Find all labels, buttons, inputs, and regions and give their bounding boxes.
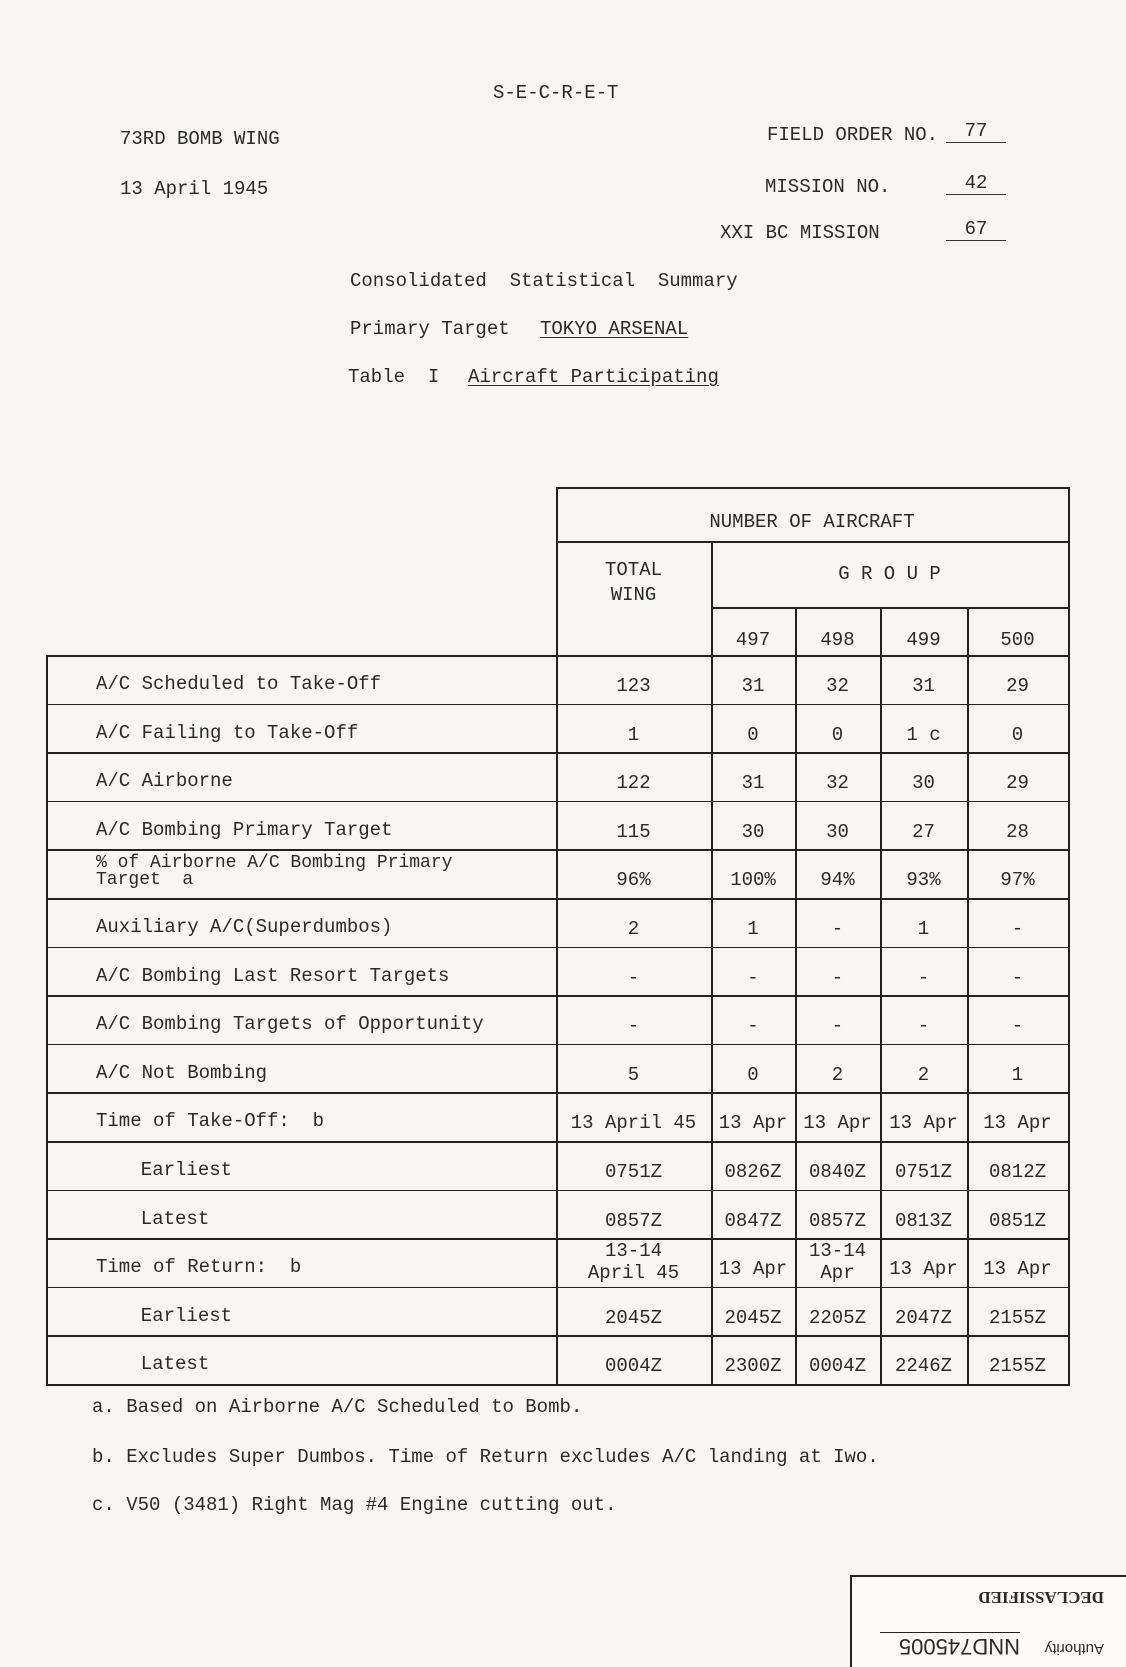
table-cell: - [747, 1015, 759, 1038]
table-cell: - [1011, 966, 1024, 989]
table-cell: - [747, 966, 759, 989]
row-label: A/C Not Bombing [96, 1061, 268, 1084]
table-cell: - [917, 1015, 930, 1038]
table-cell: 0004Z [604, 1355, 662, 1378]
field-order-label: FIELD ORDER NO. [767, 124, 939, 146]
row-label: A/C Failing to Take-Off [96, 721, 359, 744]
footnote-c: c. V50 (3481) Right Mag #4 Engine cutting out. [92, 1494, 617, 1516]
table-rule [46, 655, 1068, 657]
table-rule [46, 655, 48, 1384]
row-label: Earliest [118, 1304, 233, 1327]
declassified-stamp [850, 1575, 1126, 1667]
table-cell: 2205Z [808, 1306, 866, 1329]
table-cell: 27 [912, 820, 935, 843]
table-cell: 100% [730, 869, 776, 892]
table-cell: - [627, 1015, 640, 1038]
table-rule [46, 1190, 1068, 1192]
row-label: Latest [118, 1353, 210, 1376]
table-cell: 13-14 [808, 1240, 866, 1263]
table-cell: 31 [741, 772, 765, 795]
table-cell: 93% [906, 869, 941, 892]
unit-name: 73RD BOMB WING [120, 128, 280, 150]
table-rule [46, 1335, 1068, 1337]
primary-target-label: Primary Target [350, 318, 510, 340]
table-cell: 5 [627, 1063, 640, 1086]
table-cell: 1 c [906, 723, 941, 746]
table-rule [556, 487, 1068, 489]
table-cell: 97% [1000, 869, 1035, 892]
header-group: G R O U P [838, 563, 941, 585]
table-cell: 96% [616, 869, 651, 892]
table-cell: 2047Z [894, 1306, 952, 1329]
table-cell: - [917, 966, 930, 989]
table-cell: 2 [627, 918, 640, 940]
table-number: Table I [348, 366, 440, 388]
table-cell: 1 [917, 918, 930, 940]
table-cell: 1 [1011, 1063, 1024, 1086]
row-label: A/C Scheduled to Take-Off [96, 673, 382, 695]
table-cell: 13 Apr [718, 1258, 788, 1281]
table-title: Aircraft Participating [468, 366, 719, 388]
table-cell: 13 Apr [718, 1112, 788, 1135]
table-cell: 0812Z [988, 1161, 1046, 1183]
table-rule [46, 947, 1068, 949]
table-cell: 31 [741, 675, 765, 697]
table-cell: April 45 [587, 1262, 680, 1285]
group-column-498: 498 [820, 629, 855, 651]
table-cell: 0851Z [988, 1209, 1046, 1232]
table-rule [46, 1287, 1068, 1289]
row-label: A/C Bombing Last Resort Targets [96, 964, 450, 987]
table-cell: 0847Z [724, 1209, 782, 1232]
table-cell: - [627, 966, 640, 989]
table-cell: - [1011, 1015, 1024, 1038]
table-cell: 2155Z [988, 1306, 1046, 1329]
table-cell: 1 [627, 723, 640, 746]
field-order-value: 77 [946, 120, 1006, 143]
xxi-mission-value: 67 [946, 218, 1006, 241]
table-cell: 123 [616, 675, 651, 697]
table-cell: 28 [1006, 820, 1029, 843]
header-number-of-aircraft: NUMBER OF AIRCRAFT [709, 511, 915, 533]
table-cell: 30 [741, 820, 765, 843]
row-label: Time of Return: b [96, 1256, 302, 1279]
table-cell: 13 Apr [889, 1112, 958, 1135]
row-label: Latest [118, 1207, 210, 1230]
table-cell: 0857Z [604, 1209, 662, 1232]
table-cell: 2045Z [724, 1306, 782, 1329]
table-cell: - [831, 966, 844, 989]
table-cell: 2045Z [604, 1306, 662, 1329]
summary-title: Consolidated Statistical Summary [350, 270, 738, 292]
table-cell: 13 Apr [889, 1258, 958, 1281]
table-cell: 32 [826, 772, 849, 795]
table-cell: 2246Z [894, 1355, 952, 1378]
table-rule [46, 1092, 1068, 1094]
table-cell: 0857Z [808, 1209, 866, 1232]
table-cell: 2 [917, 1063, 930, 1086]
table-cell: 13 April 45 [570, 1112, 697, 1135]
table-cell: - [831, 1015, 844, 1038]
table-rule [711, 607, 1068, 609]
table-cell: 29 [1006, 675, 1029, 697]
primary-target-value: TOKYO ARSENAL [540, 318, 689, 340]
table-cell: 13 Apr [983, 1258, 1052, 1281]
table-rule [46, 704, 1068, 706]
row-label: Time of Take-Off: b [96, 1110, 325, 1133]
row-label: Target a [96, 870, 194, 891]
classification-marking: S-E-C-R-E-T [493, 82, 619, 104]
table-cell: 0 [747, 1063, 759, 1086]
table-cell: 13-14 [604, 1240, 662, 1263]
table-cell: 0004Z [808, 1355, 866, 1378]
table-rule [1068, 487, 1070, 1384]
header-total: TOTAL [604, 559, 662, 581]
table-rule [556, 541, 1068, 543]
table-cell: 0826Z [724, 1161, 782, 1183]
table-cell: 1 [747, 918, 759, 940]
table-rule [46, 1044, 1068, 1046]
table-cell: 94% [820, 869, 855, 892]
table-cell: 2155Z [988, 1355, 1046, 1378]
mission-value: 42 [946, 172, 1006, 195]
table-rule [46, 898, 1068, 900]
table-cell: 0 [747, 723, 759, 746]
table-cell: 30 [912, 772, 935, 795]
table-cell: 31 [912, 675, 935, 697]
stamp-authority-label: Authority [1044, 1640, 1104, 1657]
header-wing: WING [610, 584, 657, 606]
table-cell: 0751Z [894, 1161, 952, 1183]
table-cell: 2 [831, 1063, 844, 1086]
table-cell: 115 [616, 820, 651, 843]
table-cell: 0 [1011, 723, 1024, 746]
table-cell: 30 [826, 820, 849, 843]
table-cell: - [831, 918, 844, 940]
row-label: Earliest [118, 1159, 233, 1181]
stamp-authority-value: NND745005 [880, 1632, 1020, 1659]
table-rule [46, 995, 1068, 997]
table-cell: 0 [831, 723, 844, 746]
footnote-a: a. Based on Airborne A/C Scheduled to Bomb. [92, 1396, 583, 1418]
row-label: A/C Bombing Targets of Opportunity [96, 1013, 484, 1036]
table-cell: 13 Apr [983, 1112, 1052, 1135]
table-rule [46, 752, 1068, 754]
group-column-497: 497 [735, 629, 771, 651]
row-label: A/C Bombing Primary Target [96, 818, 393, 841]
mission-label: MISSION NO. [765, 176, 891, 198]
table-rule [46, 1141, 1068, 1143]
stamp-title: DECLASSIFIED [978, 1588, 1104, 1607]
group-column-500: 500 [1000, 629, 1035, 651]
table-cell: - [1011, 918, 1024, 940]
table-rule [46, 849, 1068, 851]
table-cell: 13 Apr [803, 1112, 872, 1135]
table-rule [46, 801, 1068, 803]
table-cell: 32 [826, 675, 849, 697]
table-cell: 122 [616, 772, 651, 795]
table-rule [46, 1384, 1070, 1386]
table-cell: 2300Z [724, 1355, 782, 1378]
document-date: 13 April 1945 [120, 178, 269, 200]
table-cell: 0813Z [894, 1209, 952, 1232]
row-label: % of Airborne A/C Bombing Primary [96, 853, 453, 874]
table-cell: 29 [1006, 772, 1029, 795]
table-cell: 0840Z [808, 1161, 866, 1183]
table-cell: Apr [820, 1262, 855, 1285]
table-cell: 0751Z [604, 1161, 662, 1183]
footnote-b: b. Excludes Super Dumbos. Time of Return excludes A/C landing at Iwo. [92, 1446, 879, 1468]
row-label: Auxiliary A/C(Superdumbos) [96, 916, 393, 938]
xxi-mission-label: XXI BC MISSION [720, 222, 880, 244]
group-column-499: 499 [906, 629, 941, 651]
row-label: A/C Airborne [96, 770, 233, 793]
